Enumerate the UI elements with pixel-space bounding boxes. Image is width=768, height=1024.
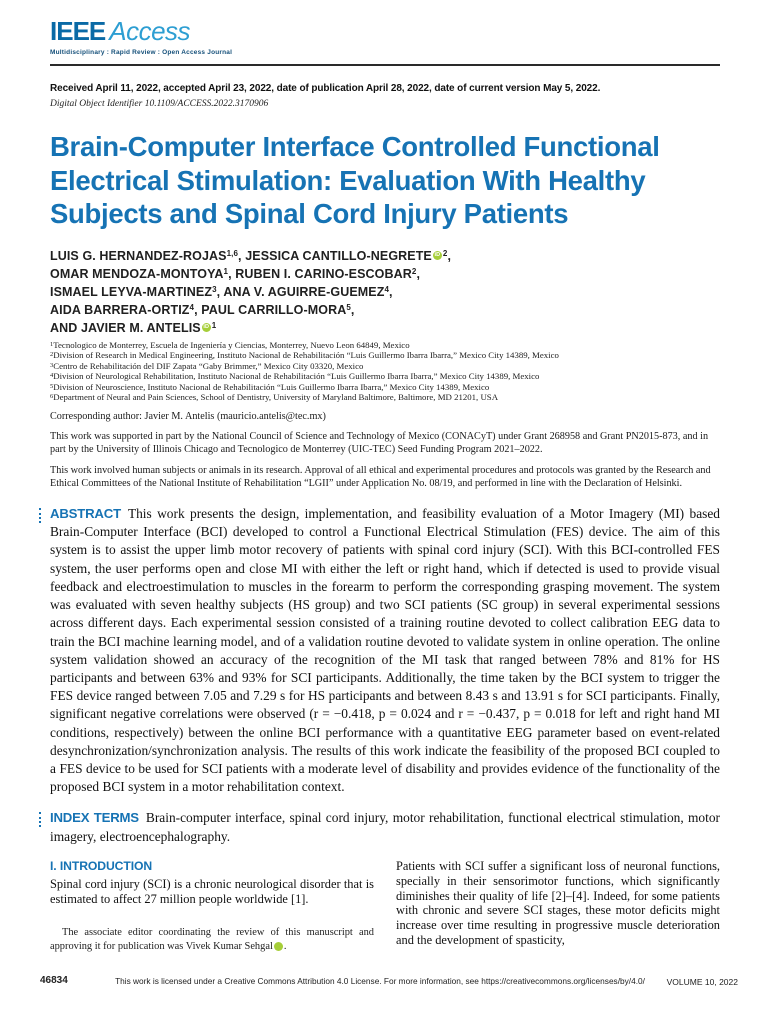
- received-dates-line: Received April 11, 2022, accepted April 23, 2022, date of publication April 28, 2022, date of current version May 5, 2022.: [50, 83, 601, 94]
- author-name: LUIS G. HERNANDEZ-ROJAS: [50, 248, 227, 263]
- author-line: LUIS G. HERNANDEZ-ROJAS$^{1,6}$, JESSICA CANTILLO-NEGRETE iD $^2$,: [50, 248, 452, 263]
- affiliation-line: $^4$Division of Neurological Rehabilitation, Instituto Nacional de Rehabilitación “Luis Guillermo Ibarra Ibarra,” Mexico City 14389, Mexico: [50, 371, 540, 382]
- paper-title-line: Subjects and Spinal Cord Injury Patients: [50, 198, 569, 229]
- affiliation-line: $^1$Tecnologico de Monterrey, Escuela de Ingeniería y Ciencias, Monterrey, Nuevo Leon 64849, Mexico: [50, 339, 410, 350]
- orcid-icon: iD: [274, 942, 283, 951]
- journal-tagline: Multidisciplinary : Rapid Review : Open Access Journal: [50, 49, 233, 56]
- author-affiliation-superscript: 3: [212, 284, 217, 294]
- ethics-note: This work involved human subjects or animals in its research. Approval of all ethical and experimental procedures and protocols was granted by the Research and Ethical Committees of the National Institute of Rehabilitation “LGII” under Application No. 08/19, and performed in line with the Declaration of Helsinki.: [50, 464, 711, 489]
- author-affiliation-superscript: 1,6: [226, 248, 239, 258]
- page-footer: [0, 975, 768, 987]
- footnote-period: .: [283, 940, 287, 952]
- abstract-label: ABSTRACT: [50, 506, 121, 522]
- author-affiliation-superscript: 4: [384, 284, 390, 294]
- author-line: OMAR MENDOZA-MONTOYA$^1$, RUBEN I. CARINO-ESCOBAR$^2$,: [50, 266, 421, 281]
- affiliation-line: $^3$Centro de Rehabilitación del DIF Zapata “Gaby Brimmer,” Mexico City 03320, Mexico: [50, 360, 364, 371]
- corresponding-author-note: Corresponding author: Javier M. Antelis (mauricio.antelis@tec.mx): [50, 411, 326, 423]
- associate-editor-footnote: [50, 926, 374, 955]
- author-affiliation-superscript: 2: [442, 248, 448, 258]
- access-logo-text: Access: [109, 16, 191, 46]
- left-column: [50, 859, 374, 955]
- funding-note: This work was supported in part by the National Council of Science and Technology of Mexico (CONACyT) under Grant 268958 and Grant PN2015-873, and in part by the University of Illinois Chicago and Tecnologico de Monterrey (UIC-TEC) Seed Funding Program 2021–2022.: [50, 431, 709, 456]
- footnote-text: The associate editor coordinating the review of this manuscript and approving it for publication was Vivek Kumar Sehgal: [50, 926, 374, 952]
- paper-title-line: Electrical Stimulation: Evaluation With Healthy: [50, 164, 646, 196]
- affiliation-line: $^2$Division of Research in Medical Engineering, Instituto Nacional de Rehabilitación “Luis Guillermo Ibarra Ibarra,” Mexico City 14389, Mexico: [50, 350, 559, 361]
- author-lines: [50, 246, 720, 336]
- author-name: RUBEN I. CARINO-ESCOBAR: [235, 266, 412, 281]
- author-affiliation-superscript: 4: [189, 302, 195, 312]
- author-affiliation-superscript: 1: [211, 320, 217, 330]
- index-terms-text: Brain-computer interface, spinal cord injury, motor rehabilitation, functional electrical stimulation, motor imagery, electroencephalography.: [50, 810, 720, 844]
- header-rule: [50, 64, 720, 66]
- index-terms-dotted-bar-icon: [39, 812, 41, 827]
- author-name: JESSICA CANTILLO-NEGRETE: [245, 248, 432, 263]
- affiliation-line: $^6$Department of Neural and Pain Sciences, School of Dentistry, University of Maryland Baltimore, Baltimore, MD 21201, USA: [50, 392, 499, 403]
- page-number: 46834: [40, 975, 68, 986]
- author-affiliation-superscript: 2: [411, 266, 417, 276]
- ieee-logo-text: IEEE: [50, 16, 106, 46]
- affiliations: [50, 340, 720, 404]
- author-line: AIDA BARRERA-ORTIZ$^4$, PAUL CARRILLO-MORA$^5$,: [50, 302, 355, 317]
- author-affiliation-superscript: 1: [223, 266, 229, 276]
- author-name: AND JAVIER M. ANTELIS: [50, 320, 201, 335]
- abstract-dotted-bar-icon: [39, 508, 41, 523]
- author-line: ISMAEL LEYVA-MARTINEZ$^3$, ANA V. AGUIRRE-GUEMEZ$^4$,: [50, 284, 393, 299]
- volume-label: VOLUME 10, 2022: [666, 977, 738, 987]
- right-column: [396, 859, 720, 955]
- affiliation-line: $^5$Division of Neuroscience, Instituto Nacional de Rehabilitación “Luis Guillermo Ibarra Ibarra,” Mexico City 14389, Mexico: [50, 381, 490, 392]
- index-terms-block: [50, 809, 720, 845]
- author-line: [50, 318, 720, 336]
- abstract-text: This work presents the design, implementation, and feasibility evaluation of a Motor Imagery (MI) based Brain-Computer Interface (BCI) developed to control a Functional Electrical Stimulation (FES) device. The aim of this system is to assist the upper limb motor recovery of patients with spinal cord injury (SCI). With this BCI-controlled FES system, the user performs open and close MI with either the left or right hand, which if detected is used to provide visual feedback and electroestimulation to muscles in the forearm to perform the corresponding grasping movement. The system was evaluated with seven healthy subjects (HS group) and two SCI patients (SC group) in several experimental sessions across different days. Each experimental session consisted of a training routine devoted to collect calibration EEG data to train the BCI machine learning model, and of a validation routine devoted to validate system in online operation. The online system validation showed an accuracy of the recognition of the MI task that ranged between 78% and 81% for HS participants and between 63% and 93% for SCI participants. Additionally, the time taken by the BCI system to trigger the FES device ranged between 7.05 and 7.29 s for HS participants and between 8.43 s and 13.91 s for SCI participants. Finally, significant negative correlations were observed (r = −0.418, p = 0.024 and r = −0.437, p = 0.018 for left and right hand MI conditions, respectively) between the online BCI performance with a quantitative EEG parameter based on event-related desynchronization/synchronization analysis. The results of this work indicate the feasibility of the proposed BCI coupled to a FES device to be used for SCI patients with a moderate level of disability and provides evidence of the functionality of the proposed BCI system in a motor rehabilitation context.: [50, 506, 720, 795]
- author-affiliation-superscript: 5: [346, 302, 351, 312]
- orcid-icon: iD: [434, 251, 441, 258]
- intro-right-paragraph: Patients with SCI suffer a significant loss of neuronal functions, specially in their sensorimotor functions, which significantly diminishes their quality of life [2]–[4]. Indeed, for some patients with chronic and severe SCI stages, these motor deficits might increase over time resulting in progressive muscle deterioration and the development of spasticity,: [396, 858, 720, 948]
- author-name: ANA V. AGUIRRE-GUEMEZ: [223, 284, 385, 299]
- license-text: This work is licensed under a Creative Commons Attribution 4.0 License. For more information, see https://creativecommons.org/licenses/by/4.0/: [115, 976, 645, 986]
- journal-logo: [50, 16, 720, 56]
- author-name: OMAR MENDOZA-MONTOYA: [50, 266, 224, 281]
- abstract-block: [50, 505, 720, 796]
- paper-title: [50, 130, 720, 231]
- author-name: ISMAEL LEYVA-MARTINEZ: [50, 284, 213, 299]
- author-name: PAUL CARRILLO-MORA: [201, 302, 347, 317]
- section-heading-introduction: I. INTRODUCTION: [50, 858, 153, 873]
- index-terms-label: INDEX TERMS: [50, 810, 139, 826]
- intro-left-paragraph: Spinal cord injury (SCI) is a chronic neurological disorder that is estimated to affect 27 million people worldwide [1].: [50, 876, 374, 906]
- orcid-icon: iD: [203, 323, 210, 330]
- paper-title-line: Brain-Computer Interface Controlled Functional: [50, 131, 660, 162]
- two-column-body: [50, 859, 720, 955]
- author-name: AIDA BARRERA-ORTIZ: [50, 302, 190, 317]
- doi-line: Digital Object Identifier 10.1109/ACCESS.2022.3170906: [50, 99, 269, 109]
